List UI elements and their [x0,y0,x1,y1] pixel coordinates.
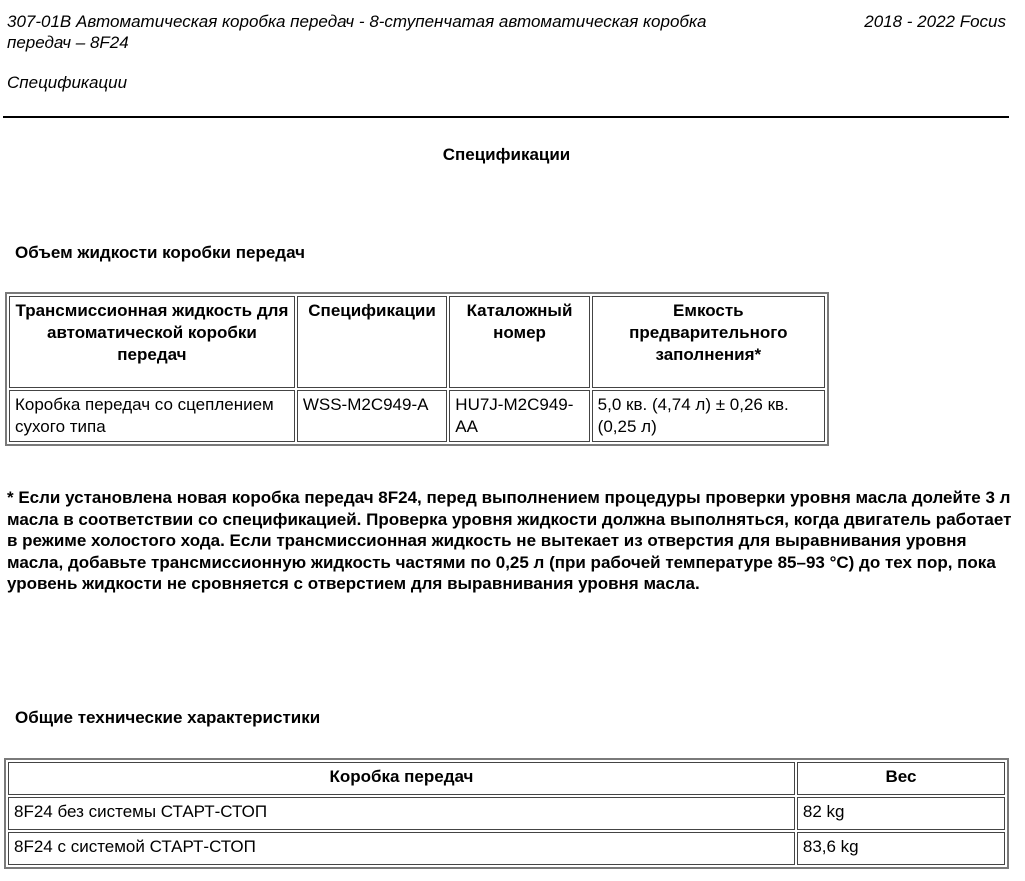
fill-procedure-note: * Если установлена новая коробка передач 8F24, перед выполнением процедуры проверки уровня масла долейте 3 л масла в соответствии со спецификацией. Проверка уровня жидкости должна выполняться, когда двигатель работает в режиме холостого хода. Если трансмиссионная жидкость не вытекает из отверстия для выравнивания уровня масла, добавьте трансмиссионную жидкость частями по 0,25 л (при рабочей температуре 85–93 °C) до тех пор, пока уровень жидкости не сровняется с отверстием для выравнивания уровня масла. [7,488,1012,593]
table-cell-part-number: HU7J-M2C949-AA [449,390,589,442]
table-cell-transmission: 8F24 с системой СТАРТ-СТОП [8,832,795,865]
table-header-row [8,762,1005,795]
table-cell-weight: 82 kg [797,797,1005,830]
column-header-transmission: Коробка передач [8,762,795,795]
table-row [8,832,1005,865]
document-subtitle: Спецификации [7,73,128,92]
page-title: Спецификации [442,145,571,164]
column-header-fluid: Трансмиссионная жидкость для автоматической коробки передач [9,296,295,388]
table-cell-transmission: 8F24 без системы СТАРТ-СТОП [8,797,795,830]
fluid-capacity-heading: Объем жидкости коробки передач [15,243,305,262]
table-header-row [9,296,825,388]
table-row [9,390,825,442]
column-header-part-number: Каталожный номер [449,296,589,388]
general-specs-table [4,758,1009,869]
document-title: 307-01B Автоматическая коробка передач - 8-ступенчатая автоматическая коробка передач – 8F24 [7,12,707,52]
column-header-prefill-capacity: Емкость предварительного заполнения* [592,296,825,388]
table-row [8,797,1005,830]
general-specs-heading: Общие технические характеристики [15,708,321,727]
table-cell-capacity: 5,0 кв. (4,74 л) ± 0,26 кв. (0,25 л) [592,390,825,442]
header-divider [3,116,1009,118]
table-cell-weight: 83,6 kg [797,832,1005,865]
fluid-capacity-table [5,292,829,446]
vehicle-model: 2018 - 2022 Focus [864,12,1006,31]
column-header-specifications: Спецификации [297,296,447,388]
table-cell-specification: WSS-M2C949-A [297,390,447,442]
column-header-weight: Вес [797,762,1005,795]
table-cell-transmission: Коробка передач со сцеплением сухого типа [9,390,295,442]
